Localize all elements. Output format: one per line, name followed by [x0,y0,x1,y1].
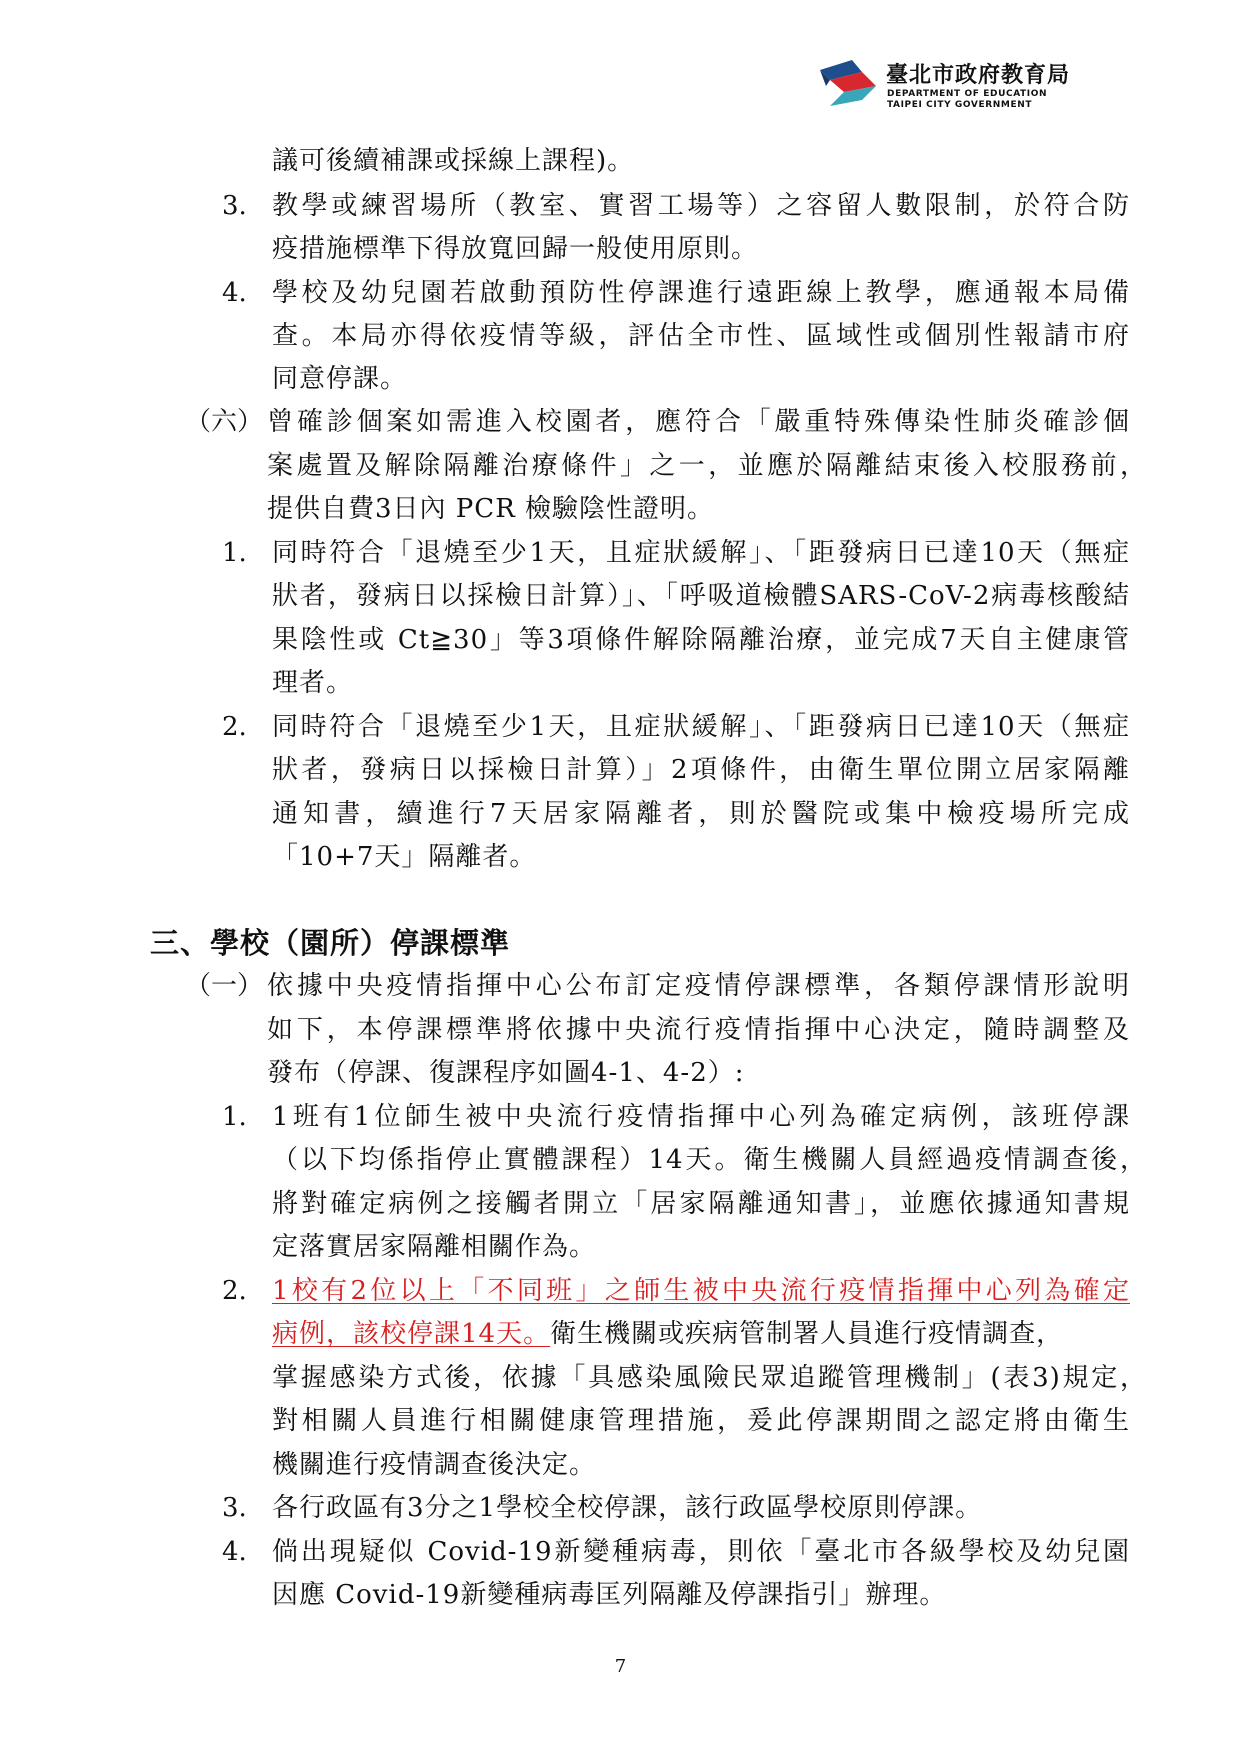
text-span: 衛生機關或疾病管制署人員進行疫情調查， [550,1319,1064,1349]
item-number: 1. [222,1102,247,1132]
logo-english-line-1: DEPARTMENT OF EDUCATION [887,89,1048,99]
page-number: 7 [614,1656,627,1677]
text-line: 各行政區有3分之1學校全校停課，該行政區學校原則停課。 [272,1493,983,1523]
text-line: 將對確定病例之接觸者開立「居家隔離通知書」，並應依據通知書規 [272,1189,1130,1219]
section-heading: 三、學校（園所）停課標準 [150,926,511,960]
text-line: 1班有1位師生被中央流行疫情指揮中心列為確定病例，該班停課 [272,1102,1130,1132]
text-line: 倘出現疑似 Covid-19新變種病毒，則依「臺北市各級學校及幼兒園 [272,1537,1130,1567]
text-line: 果陰性或 Ct≧30」等3項條件解除隔離治療，並完成7天自主健康管 [272,625,1130,655]
text-line [272,1318,1063,1350]
item-number: 4. [222,278,247,308]
text-line: （以下均係指停止實體課程）14天。衛生機關人員經過疫情調查後， [272,1145,1147,1175]
text-line: 依據中央疫情指揮中心公布訂定疫情停課標準，各類停課情形說明 [267,971,1130,1001]
text-line: 議可後續補課或採線上課程)。 [272,146,635,176]
text-line: 通知書，續進行7天居家隔離者，則於醫院或集中檢疫場所完成 [272,799,1130,829]
text-line: 如下，本停課標準將依據中央流行疫情指揮中心決定，隨時調整及 [267,1015,1130,1045]
item-number: 2. [222,1276,247,1306]
text-line: 學校及幼兒園若啟動預防性停課進行遠距線上教學，應通報本局備 [272,278,1130,308]
education-bureau-logo-icon [818,56,878,116]
text-line: 狀者，發病日以採檢日計算）」2項條件，由衛生單位開立居家隔離 [272,755,1130,785]
item-number: 2. [222,712,247,742]
text-line: 查。本局亦得依疫情等級，評估全市性、區域性或個別性報請市府 [272,321,1130,351]
text-line: 發布（停課、復課程序如圖4-1、4-2）: [267,1058,745,1088]
item-number: （六） [185,407,264,437]
text-line: 教學或練習場所（教室、實習工場等）之容留人數限制，於符合防 [272,191,1130,221]
department-logo [818,54,1148,122]
text-line: 疫措施標準下得放寬回歸一般使用原則。 [272,234,759,264]
item-number: 4. [222,1537,247,1567]
text-line: 「10+7天」隔離者。 [272,842,537,872]
highlighted-text-line: 1校有2位以上「不同班」之師生被中央流行疫情指揮中心列為確定 [272,1276,1130,1306]
text-line: 對相關人員進行相關健康管理措施，爰此停課期間之認定將由衛生 [272,1406,1130,1436]
text-line: 狀者，發病日以採檢日計算）」、「呼吸道檢體SARS-CoV-2病毒核酸結 [272,581,1130,611]
text-line: 同時符合「退燒至少1天，且症狀緩解」、「距發病日已達10天（無症 [272,712,1130,742]
text-line: 因應 Covid-19新變種病毒匡列隔離及停課指引」辦理。 [272,1580,947,1610]
text-line: 定落實居家隔離相關作為。 [272,1232,597,1262]
logo-chinese-name: 臺北市政府教育局 [886,63,1071,88]
text-line: 掌握感染方式後，依據「具感染風險民眾追蹤管理機制」(表3)規定， [272,1363,1147,1393]
item-number: 3. [222,1493,247,1523]
text-line: 同意停課。 [272,364,408,394]
item-number: （一） [185,971,264,1001]
text-line: 機關進行疫情調查後決定。 [272,1450,597,1480]
logo-english-line-2: TAIPEI CITY GOVERNMENT [887,100,1033,110]
item-number: 3. [222,191,247,221]
text-line: 提供自費3日內 PCR 檢驗陰性證明。 [267,494,715,524]
text-line: 曾確診個案如需進入校園者，應符合「嚴重特殊傳染性肺炎確診個 [267,407,1130,437]
item-number: 1. [222,538,247,568]
text-line: 同時符合「退燒至少1天，且症狀緩解」、「距發病日已達10天（無症 [272,538,1130,568]
text-line: 理者。 [272,668,354,698]
text-line: 案處置及解除隔離治療條件」之一，並應於隔離結束後入校服務前， [267,451,1147,481]
highlighted-text: 病例，該校停課14天。 [272,1319,551,1349]
